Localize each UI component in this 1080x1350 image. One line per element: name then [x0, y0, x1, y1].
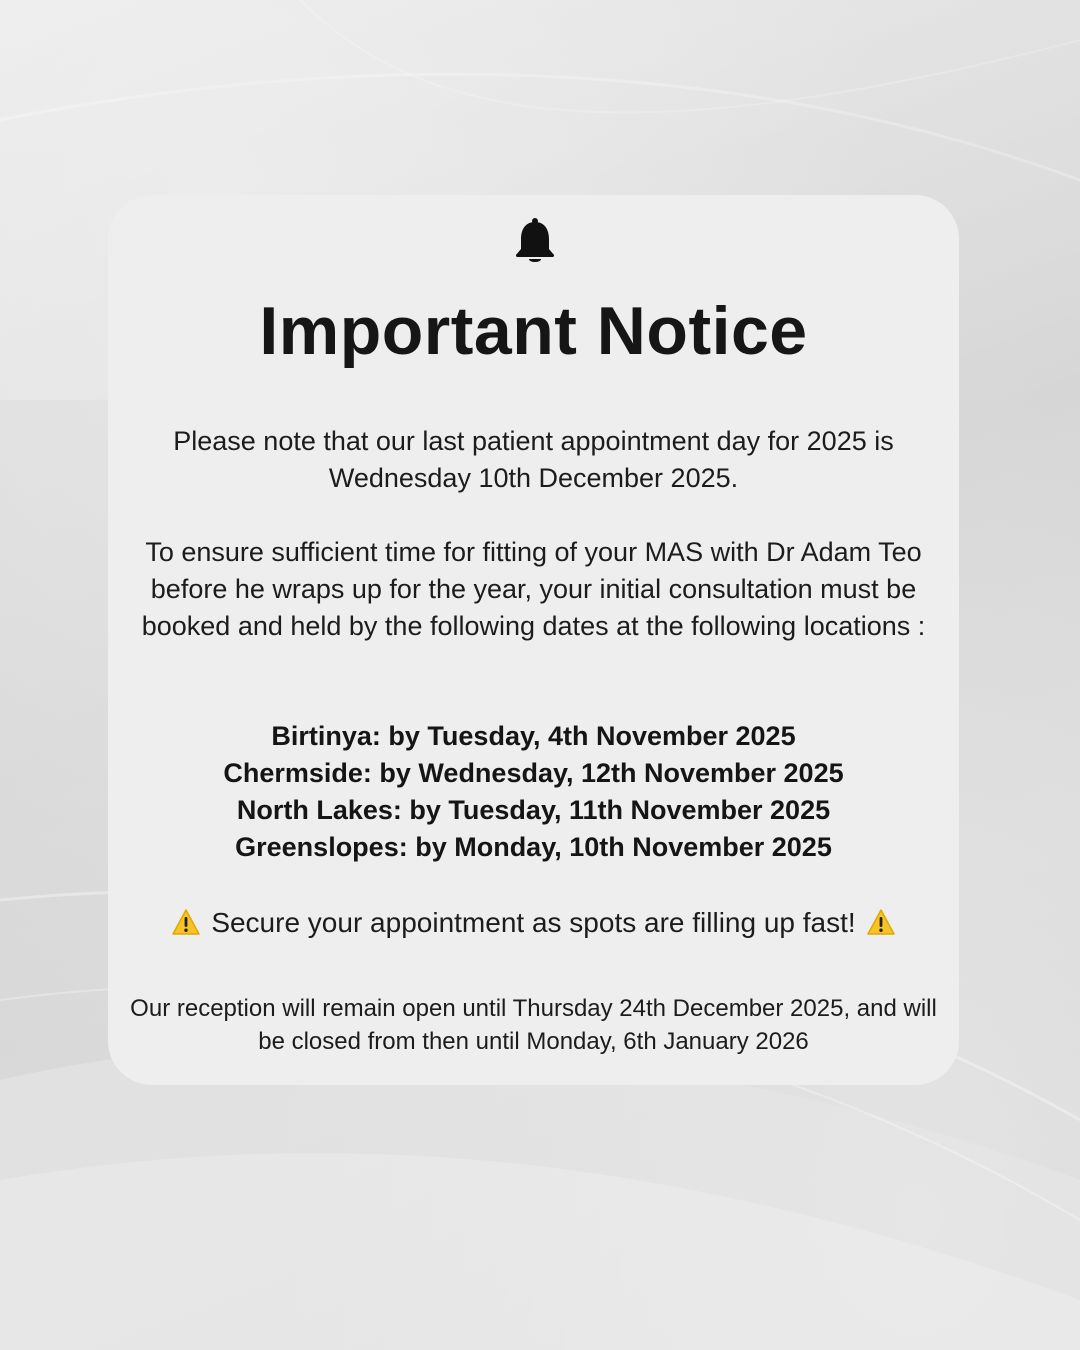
location-deadline-north-lakes: North Lakes: by Tuesday, 11th November 2025 [236, 795, 831, 825]
location-deadline-chermside: Chermside: by Wednesday, 12th November 2025 [223, 758, 844, 788]
notice-card [108, 195, 959, 1085]
warning-icon [867, 909, 895, 935]
location-deadline-list [108, 718, 959, 866]
reception-closing-paragraph: Our reception will remain open until Thursday 24th December 2025, and will be closed from then until Monday, 6th January 2026 [130, 995, 937, 1055]
location-deadline-birtinya: Birtinya: by Tuesday, 4th November 2025 [271, 721, 796, 751]
notice-title: Important Notice [259, 293, 808, 369]
warning-text: Secure your appointment as spots are filling up fast! [211, 907, 856, 938]
warning-line [108, 904, 959, 942]
bell-icon [513, 217, 557, 265]
consultation-paragraph: To ensure sufficient time for fitting of your MAS with Dr Adam Teo before he wraps up for the year, your initial consultation must be booked and held by the following dates at the following locations : [141, 537, 926, 641]
warning-icon [172, 909, 200, 935]
last-appointment-paragraph: Please note that our last patient appointment day for 2025 is Wednesday 10th December 2025. [173, 426, 894, 493]
location-deadline-greenslopes: Greenslopes: by Monday, 10th November 2025 [235, 832, 832, 862]
